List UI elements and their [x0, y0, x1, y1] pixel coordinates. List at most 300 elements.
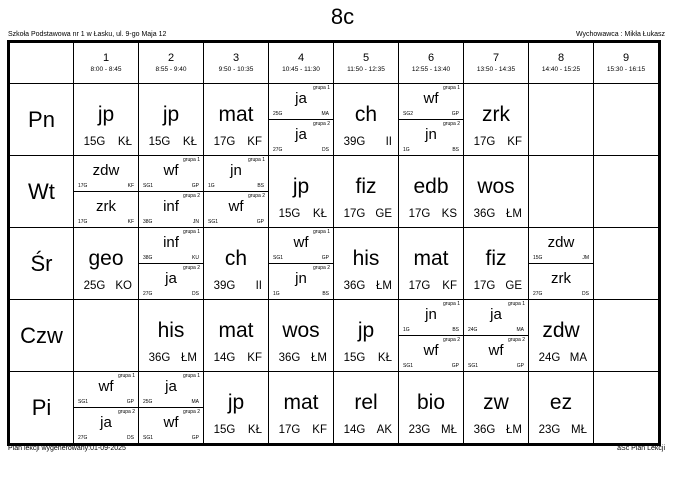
teacher-code: GE [375, 208, 392, 220]
lesson [399, 372, 463, 443]
lesson-cell [334, 372, 399, 445]
lesson-cell [74, 372, 139, 445]
subject: jp [292, 175, 310, 198]
subject: mat [218, 103, 254, 126]
period-header [399, 42, 464, 84]
period-time: 8:00 - 8:45 [90, 66, 122, 73]
split-lesson [464, 300, 528, 371]
teacher-code: JN [192, 219, 199, 225]
room: 39G [343, 136, 366, 148]
period-header-row [9, 42, 660, 84]
subject: jn [425, 126, 437, 143]
room: 39G [213, 280, 236, 292]
period-time: 10:45 - 11:30 [282, 66, 320, 73]
teacher-code: II [255, 280, 262, 292]
lesson [269, 372, 333, 443]
subject: jp [227, 391, 245, 414]
split-lesson [269, 228, 333, 299]
period-number: 9 [622, 52, 630, 64]
day-row [9, 84, 660, 156]
teacher-code: ŁM [506, 208, 522, 220]
room: 38G [143, 255, 153, 261]
group-lesson [139, 192, 203, 227]
lesson-cell [204, 84, 269, 156]
room: 1G [403, 327, 410, 333]
lesson [204, 228, 268, 299]
day-label: Pn [9, 84, 74, 156]
subject: ja [165, 378, 177, 395]
period-time: 14:40 - 15:25 [541, 66, 581, 73]
group-lesson [139, 156, 203, 192]
subject: ja [165, 270, 177, 287]
subject: jp [97, 103, 115, 126]
teacher-code: KF [247, 352, 262, 364]
period-header [269, 42, 334, 84]
lesson-cell [139, 156, 204, 228]
group-label: grupa 1 [508, 301, 525, 307]
teacher-code: GP [321, 255, 329, 261]
period-number: 3 [232, 52, 240, 64]
empty-cell [74, 300, 139, 372]
group-lesson [399, 84, 463, 120]
teacher-code: DS [127, 435, 134, 441]
group-label: grupa 1 [118, 373, 135, 379]
subject: jp [357, 319, 375, 342]
split-lesson [139, 156, 203, 227]
subject: inf [163, 234, 179, 251]
lesson-cell [269, 300, 334, 372]
subject: ja [100, 414, 112, 431]
lesson [334, 84, 398, 155]
subject: ch [354, 103, 378, 126]
room: 25G [143, 399, 153, 405]
room: SG1 [143, 435, 154, 441]
lesson [74, 228, 138, 299]
period-header [139, 42, 204, 84]
room: 17G [473, 136, 496, 148]
group-lesson [204, 156, 268, 192]
split-lesson [74, 372, 138, 443]
teacher-code: KO [115, 280, 132, 292]
room: 24G [468, 327, 478, 333]
room: 14G [213, 352, 236, 364]
subject: inf [163, 198, 179, 215]
lesson-cell [464, 84, 529, 156]
room: 17G [408, 208, 431, 220]
subject: wf [163, 414, 179, 431]
teacher-code: ŁM [181, 352, 197, 364]
room: 14G [343, 424, 366, 436]
teacher-code: KŁ [182, 136, 197, 148]
lesson-cell [74, 156, 139, 228]
subject: ja [295, 126, 307, 143]
group-lesson [74, 192, 138, 227]
lesson [334, 300, 398, 371]
subject: ja [490, 306, 502, 323]
lesson-cell [334, 300, 399, 372]
day-label: Śr [9, 228, 74, 300]
room: 36G [148, 352, 171, 364]
room: 38G [143, 219, 153, 225]
timetable-body [9, 84, 660, 445]
group-label: grupa 2 [313, 121, 330, 127]
lesson [334, 372, 398, 443]
group-lesson [204, 192, 268, 227]
subject: geo [88, 247, 124, 270]
lesson-cell [529, 228, 594, 300]
period-number: 8 [557, 52, 565, 64]
lesson [529, 300, 593, 371]
period-header [204, 42, 269, 84]
lesson [334, 156, 398, 227]
split-lesson [204, 156, 268, 227]
split-lesson [399, 84, 463, 155]
teacher-code: KŁ [312, 208, 327, 220]
teacher-code: BS [452, 147, 459, 153]
subject: zdw [547, 234, 575, 251]
group-lesson [464, 336, 528, 371]
room: SG1 [143, 183, 154, 189]
group-lesson [269, 264, 333, 299]
lesson-cell [204, 372, 269, 445]
room: 27G [143, 291, 153, 297]
lesson [204, 84, 268, 155]
teacher-code: GP [451, 111, 459, 117]
group-lesson [139, 372, 203, 408]
lesson-cell [399, 300, 464, 372]
lesson-cell [204, 156, 269, 228]
subject: jn [425, 306, 437, 323]
teacher-code: MA [569, 352, 587, 364]
lesson [139, 300, 203, 371]
group-lesson [139, 408, 203, 443]
period-number: 2 [167, 52, 175, 64]
period-time: 12:55 - 13:40 [411, 66, 451, 73]
teacher-code: KF [127, 219, 134, 225]
lesson-cell [139, 372, 204, 445]
subject: wf [488, 342, 504, 359]
lesson-cell [334, 228, 399, 300]
teacher-code: ŁM [376, 280, 392, 292]
generated-date: Plan lekcji wygenerowany:01-09-2025 [8, 445, 126, 452]
group-label: grupa 2 [443, 121, 460, 127]
period-number: 7 [492, 52, 500, 64]
group-label: grupa 2 [183, 193, 200, 199]
room: 27G [78, 435, 88, 441]
empty-cell [594, 156, 660, 228]
split-lesson [139, 228, 203, 299]
lesson [204, 372, 268, 443]
lesson-cell [269, 84, 334, 156]
room: SG1 [468, 363, 479, 369]
subject: wf [228, 198, 244, 215]
day-row [9, 372, 660, 445]
group-lesson [399, 300, 463, 336]
period-time: 8:55 - 9:40 [155, 66, 187, 73]
teacher-code: KF [442, 280, 457, 292]
room: 1G [403, 147, 410, 153]
period-header [334, 42, 399, 84]
period-number: 6 [427, 52, 435, 64]
room: 23G [408, 424, 431, 436]
group-label: grupa 2 [183, 409, 200, 415]
group-label: grupa 1 [443, 301, 460, 307]
lesson-cell [74, 84, 139, 156]
room: SG1 [78, 399, 89, 405]
lesson-cell [269, 156, 334, 228]
period-number: 5 [362, 52, 370, 64]
room: SG2 [403, 111, 414, 117]
period-header [529, 42, 594, 84]
teacher-code: AK [376, 424, 392, 436]
lesson [204, 300, 268, 371]
subject: zrk [482, 103, 510, 126]
day-row [9, 300, 660, 372]
room: 17G [213, 136, 236, 148]
class-title: 8c [330, 4, 355, 29]
subject: jp [162, 103, 180, 126]
empty-cell [594, 84, 660, 156]
teacher-code: KF [127, 183, 134, 189]
lesson-cell [399, 84, 464, 156]
lesson [464, 372, 528, 443]
lesson-cell [334, 156, 399, 228]
empty-cell [529, 156, 594, 228]
group-label: grupa 2 [508, 337, 525, 343]
subject: ja [295, 90, 307, 107]
room: 15G [533, 255, 543, 261]
lesson-cell [139, 84, 204, 156]
teacher-code: ŁM [506, 424, 522, 436]
subject: fiz [485, 247, 507, 270]
group-lesson [269, 120, 333, 155]
group-label: grupa 1 [443, 85, 460, 91]
room: 1G [208, 183, 215, 189]
teacher-code: GP [191, 435, 199, 441]
period-time: 13:50 - 14:35 [476, 66, 516, 73]
teacher-code: MŁ [441, 424, 457, 436]
group-label: grupa 1 [183, 373, 200, 379]
corner-cell [9, 42, 74, 84]
lesson-cell [464, 372, 529, 445]
subject: ez [549, 391, 573, 414]
teacher-code: KŁ [117, 136, 132, 148]
room: 36G [278, 352, 301, 364]
lesson-cell [464, 300, 529, 372]
subject: wf [293, 234, 309, 251]
app-name: aSc Plan Lekcji [617, 445, 665, 452]
lesson-cell [139, 300, 204, 372]
teacher-code: II [385, 136, 392, 148]
empty-cell [594, 228, 660, 300]
period-header [594, 42, 660, 84]
room: 17G [473, 280, 496, 292]
room: SG1 [273, 255, 284, 261]
teacher-code: MA [516, 327, 524, 333]
room: 1G [273, 291, 280, 297]
room: 15G [343, 352, 366, 364]
empty-cell [594, 300, 660, 372]
room: 36G [473, 424, 496, 436]
room: 15G [148, 136, 171, 148]
period-number: 1 [102, 52, 110, 64]
lesson [464, 156, 528, 227]
teacher-code: KF [312, 424, 327, 436]
teacher-code: KŁ [377, 352, 392, 364]
room: 15G [83, 136, 106, 148]
subject: fiz [355, 175, 377, 198]
teacher-code: BS [257, 183, 264, 189]
subject: jn [295, 270, 307, 287]
subject: mat [218, 319, 254, 342]
lesson [464, 84, 528, 155]
room: 17G [78, 219, 88, 225]
room: 17G [78, 183, 88, 189]
group-label: grupa 2 [443, 337, 460, 343]
group-label: grupa 1 [313, 85, 330, 91]
room: 36G [343, 280, 366, 292]
room: 27G [533, 291, 543, 297]
subject: wos [477, 175, 515, 198]
group-label: grupa 2 [248, 193, 265, 199]
period-header [464, 42, 529, 84]
group-label: grupa 2 [118, 409, 135, 415]
teacher-code: ŁM [311, 352, 327, 364]
period-header [74, 42, 139, 84]
subject: jn [230, 162, 242, 179]
subject: wos [282, 319, 320, 342]
subject: wf [98, 378, 114, 395]
teacher-code: MŁ [571, 424, 587, 436]
group-label: grupa 1 [183, 229, 200, 235]
split-lesson [529, 228, 593, 299]
group-label: grupa 1 [313, 229, 330, 235]
subject: ch [224, 247, 248, 270]
teacher-code: BS [322, 291, 329, 297]
teacher-code: KŁ [247, 424, 262, 436]
teacher-code: GP [516, 363, 524, 369]
subject: edb [413, 175, 449, 198]
lesson [334, 228, 398, 299]
room: 25G [273, 111, 283, 117]
teacher-code: GE [505, 280, 522, 292]
group-lesson [399, 336, 463, 371]
day-label: Pi [9, 372, 74, 445]
homeroom-teacher: Wychowawca : Mikła Łukasz [575, 31, 665, 38]
subject: his [157, 319, 185, 342]
teacher-code: BS [452, 327, 459, 333]
day-row [9, 156, 660, 228]
room: 17G [408, 280, 431, 292]
group-lesson [399, 120, 463, 155]
teacher-code: GP [256, 219, 264, 225]
subject: bio [416, 391, 446, 414]
lesson-cell [204, 300, 269, 372]
subject: wf [163, 162, 179, 179]
subject: wf [423, 342, 439, 359]
teacher-code: DS [192, 291, 199, 297]
day-label: Wt [9, 156, 74, 228]
lesson-cell [399, 372, 464, 445]
school-name: Szkoła Podstawowa nr 1 w Łasku, ul. 9-go Maja 12 [8, 31, 167, 38]
day-row [9, 228, 660, 300]
lesson [399, 156, 463, 227]
subject: his [352, 247, 380, 270]
empty-cell [529, 84, 594, 156]
subject: zw [483, 391, 509, 414]
lesson [399, 228, 463, 299]
period-time: 15:30 - 16:15 [606, 66, 646, 73]
lesson-cell [399, 156, 464, 228]
lesson-cell [269, 228, 334, 300]
timetable [7, 40, 661, 446]
room: 36G [473, 208, 496, 220]
group-lesson [74, 156, 138, 192]
day-label: Czw [9, 300, 74, 372]
teacher-code: KS [441, 208, 457, 220]
room: 17G [278, 424, 301, 436]
subject: rel [354, 391, 378, 414]
teacher-code: KU [192, 255, 199, 261]
empty-cell [594, 372, 660, 445]
group-label: grupa 2 [313, 265, 330, 271]
period-time: 11:50 - 12:35 [347, 66, 385, 73]
room: 17G [343, 208, 366, 220]
lesson-cell [464, 228, 529, 300]
subject: wf [423, 90, 439, 107]
split-lesson [269, 84, 333, 155]
lesson [269, 156, 333, 227]
teacher-code: GP [191, 183, 199, 189]
lesson-cell [399, 228, 464, 300]
group-label: grupa 1 [248, 157, 265, 163]
split-lesson [74, 156, 138, 227]
teacher-code: GP [451, 363, 459, 369]
subject: zrk [551, 270, 571, 287]
room: SG1 [403, 363, 414, 369]
room: 25G [83, 280, 106, 292]
group-lesson [464, 300, 528, 336]
room: 24G [538, 352, 561, 364]
lesson-cell [334, 84, 399, 156]
group-lesson [529, 264, 593, 299]
teacher-code: GP [126, 399, 134, 405]
subject: zdw [542, 319, 580, 342]
room: SG1 [208, 219, 219, 225]
lesson-cell [464, 156, 529, 228]
split-lesson [139, 372, 203, 443]
subject: mat [413, 247, 449, 270]
group-label: grupa 1 [183, 157, 200, 163]
group-lesson [269, 84, 333, 120]
teacher-code: JM [582, 255, 589, 261]
subject: mat [283, 391, 319, 414]
teacher-code: KF [507, 136, 522, 148]
lesson-cell [139, 228, 204, 300]
group-lesson [529, 228, 593, 264]
group-lesson [74, 408, 138, 443]
lesson [464, 228, 528, 299]
lesson [74, 84, 138, 155]
lesson [139, 84, 203, 155]
split-lesson [399, 300, 463, 371]
lesson-cell [529, 300, 594, 372]
room: 15G [213, 424, 236, 436]
lesson [529, 372, 593, 443]
room: 27G [273, 147, 283, 153]
group-lesson [74, 372, 138, 408]
subject: zdw [92, 162, 120, 179]
